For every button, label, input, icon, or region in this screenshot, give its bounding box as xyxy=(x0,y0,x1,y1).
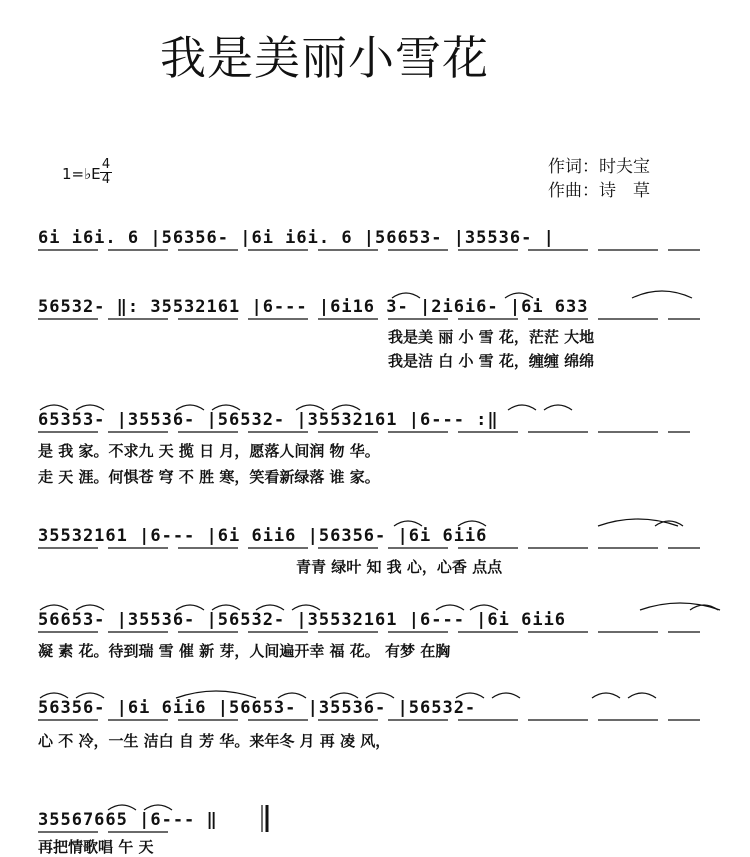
notation-row-4: 35532161 |6--- |6i 6ii6 |56356- |6i 6ii6 xyxy=(38,526,488,546)
lyrics-row-2-verse-1: 我是美 丽 小 雪 花，茫茫 大地 xyxy=(388,328,595,346)
notation-row-7: 35567665 |6--- ‖ xyxy=(38,810,218,830)
notation-row-3: 65353- |35536- |56532- |35532161 |6--- :‖ xyxy=(38,410,499,430)
lyrics-row-5: 凝 素 花。待到瑞 雪 催 新 芽，人间遍开幸 福 花。 有梦 在胸 xyxy=(38,642,451,660)
notation-row-5: 56653- |35536- |56532- |35532161 |6--- |6i 6ii6 xyxy=(38,610,567,630)
lyrics-row-7: 再把情歌唱 午 天 xyxy=(38,838,154,856)
lyrics-row-3-verse-1: 是 我 家。不求九 天 揽 日 月，愿落人间润 物 华。 xyxy=(38,442,380,460)
lyrics-row-6: 心 不 冷，一生 洁白 自 芳 华。来年冬 月 再 凌 风， xyxy=(38,732,391,750)
lyrics-row-2-verse-2: 我是洁 白 小 雪 花，缠缠 绵绵 xyxy=(388,352,595,370)
time-top: 4 xyxy=(101,157,111,172)
lyrics-row-4: 青青 绿叶 知 我 心，心香 点点 xyxy=(296,558,503,576)
lyricist-credit: 作词：时夫宝 xyxy=(548,157,650,177)
song-title: 我是美丽小雪花 xyxy=(160,31,489,85)
notation-row-1: 6i i6i. 6 |56356- |6i i6i. 6 |56653- |35536- | xyxy=(38,228,555,248)
notation-row-2: 56532- ‖: 35532161 |6--- |6i16 3- |2i6i6- |6i 633 xyxy=(38,297,589,317)
time-bottom: 4 xyxy=(101,172,111,187)
composer-credit: 作曲：诗 草 xyxy=(548,181,650,201)
lyrics-row-3-verse-2: 走 天 涯。何惧苍 穹 不 胜 寒，笑看新绿落 谁 家。 xyxy=(38,468,380,486)
notation-row-6: 56356- |6i 6ii6 |56653- |35536- |56532- xyxy=(38,698,477,718)
key-signature: 1=♭E xyxy=(62,165,101,183)
